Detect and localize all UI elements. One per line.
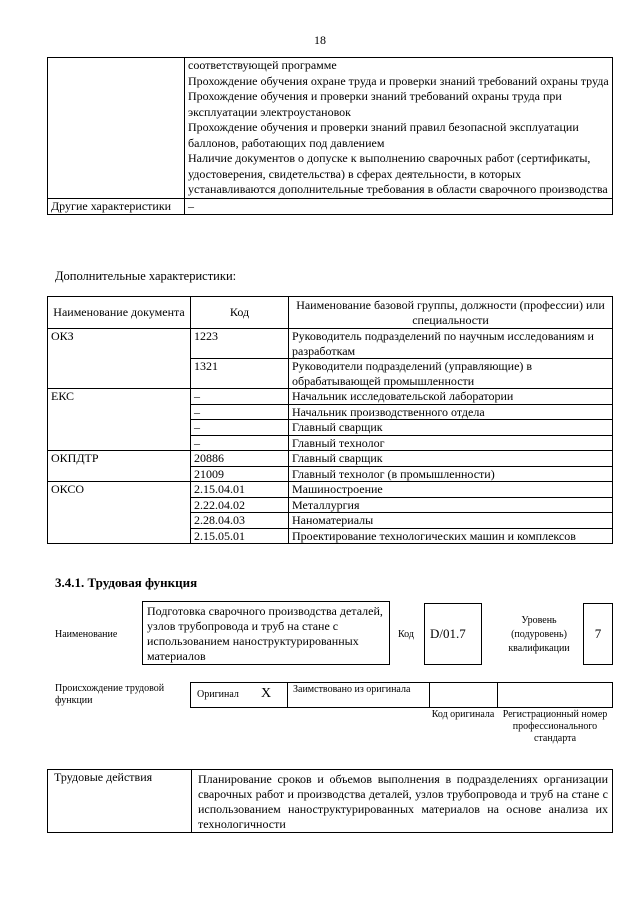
function-code: D/01.7 xyxy=(430,626,466,641)
requirement-line: Наличие документов о допуске к выполнению сварочных работ (сертификаты, удостоверения, свидетельства) в сферах деятельности, в которых устанавливаются дополнительные требования в области сварочного производства xyxy=(188,151,608,196)
origin-label: Происхождение трудовой функции xyxy=(55,683,165,706)
table-row xyxy=(48,389,613,405)
section-title: 3.4.1. Трудовая функция xyxy=(55,575,198,590)
header-document: Наименование документа xyxy=(48,297,191,329)
other-characteristics-label: Другие характеристики xyxy=(48,198,185,215)
table-row xyxy=(48,198,613,215)
position-cell: Начальник исследовательской лаборатории xyxy=(289,389,613,405)
position-cell: Главный сварщик xyxy=(289,451,613,467)
code-cell: – xyxy=(191,420,289,436)
labor-actions-table xyxy=(47,769,613,833)
level-label: Уровень (подуровень) квалификации xyxy=(508,615,570,654)
header-position: Наименование базовой группы, должности (профессии) или специальности xyxy=(289,297,613,329)
level-box xyxy=(583,603,613,665)
table-row xyxy=(48,329,613,359)
function-name-box xyxy=(142,601,390,665)
position-cell: Главный технолог xyxy=(289,435,613,451)
name-label: Наименование xyxy=(55,629,118,640)
position-cell: Машиностроение xyxy=(289,482,613,498)
code-cell: – xyxy=(191,435,289,451)
other-characteristics-value: – xyxy=(185,198,613,215)
table-header-row xyxy=(48,297,613,329)
doc-name: ОКЗ xyxy=(48,329,191,389)
position-cell: Главный сварщик xyxy=(289,420,613,436)
requirement-line: Прохождение обучения и проверки знаний правил безопасной эксплуатации баллонов, работающих под давлением xyxy=(188,120,579,150)
requirement-line: Прохождение обучения и проверки знаний требований охраны труда при эксплуатации электроустановок xyxy=(188,89,562,119)
level-value: 7 xyxy=(594,626,602,641)
borrowed-label: Заимствовано из оригинала xyxy=(293,684,411,695)
position-cell: Руководитель подразделений по научным исследованиям и разработкам xyxy=(289,329,613,359)
origin-row xyxy=(190,682,613,708)
labor-actions-text: Планирование сроков и объемов выполнения в подразделениях организации сварочных работ и производства деталей, узлов трубопровода и труб на стане с использованием наноструктурированных материалов на основе анализа их технологичности xyxy=(192,770,613,833)
code-label: Код xyxy=(398,629,414,640)
function-code-box xyxy=(424,603,482,665)
function-name: Подготовка сварочного производства деталей, узлов трубопровода и труб на стане с использованием наноструктурированных материалов xyxy=(147,604,383,663)
requirements-cell xyxy=(185,58,613,199)
reg-number-caption: Регистрационный номер профессионального стандарта xyxy=(502,709,608,744)
position-cell: Металлургия xyxy=(289,497,613,513)
table-row xyxy=(48,58,613,199)
table-row xyxy=(48,482,613,498)
additional-characteristics-title: Дополнительные характеристики: xyxy=(55,269,237,283)
characteristics-table xyxy=(47,296,613,544)
doc-name: ОКПДТР xyxy=(48,451,191,482)
requirement-line: Прохождение обучения охране труда и проверки знаний требований охраны труда xyxy=(188,73,609,88)
code-cell: 2.15.05.01 xyxy=(191,528,289,544)
header-code: Код xyxy=(191,297,289,329)
code-cell: 2.28.04.03 xyxy=(191,513,289,529)
position-cell: Проектирование технологических машин и комплексов xyxy=(289,528,613,544)
requirement-line: соответствующей программе xyxy=(188,58,337,72)
code-cell: 20886 xyxy=(191,451,289,467)
original-mark: X xyxy=(261,686,272,701)
code-cell: 21009 xyxy=(191,466,289,482)
position-cell: Руководители подразделений (управляющие) в обрабатывающей промышленности xyxy=(289,359,613,389)
divider xyxy=(497,683,498,707)
divider xyxy=(429,683,430,707)
code-cell: 2.15.04.01 xyxy=(191,482,289,498)
code-cell: – xyxy=(191,389,289,405)
labor-actions-label: Трудовые действия xyxy=(48,770,192,833)
position-cell: Начальник производственного отдела xyxy=(289,404,613,420)
code-original-caption: Код оригинала xyxy=(431,709,495,720)
original-label: Оригинал xyxy=(197,689,239,700)
position-cell: Главный технолог (в промышленности) xyxy=(289,466,613,482)
doc-name: ЕКС xyxy=(48,389,191,451)
table-row xyxy=(48,451,613,467)
code-cell: 1321 xyxy=(191,359,289,389)
table-row xyxy=(48,770,613,833)
code-cell: 2.22.04.02 xyxy=(191,497,289,513)
code-cell: – xyxy=(191,404,289,420)
page-number: 18 xyxy=(314,33,326,47)
requirements-table xyxy=(47,57,613,215)
doc-name: ОКСО xyxy=(48,482,191,544)
position-cell: Наноматериалы xyxy=(289,513,613,529)
code-cell: 1223 xyxy=(191,329,289,359)
divider xyxy=(287,683,288,707)
table-cell-empty xyxy=(48,58,185,199)
